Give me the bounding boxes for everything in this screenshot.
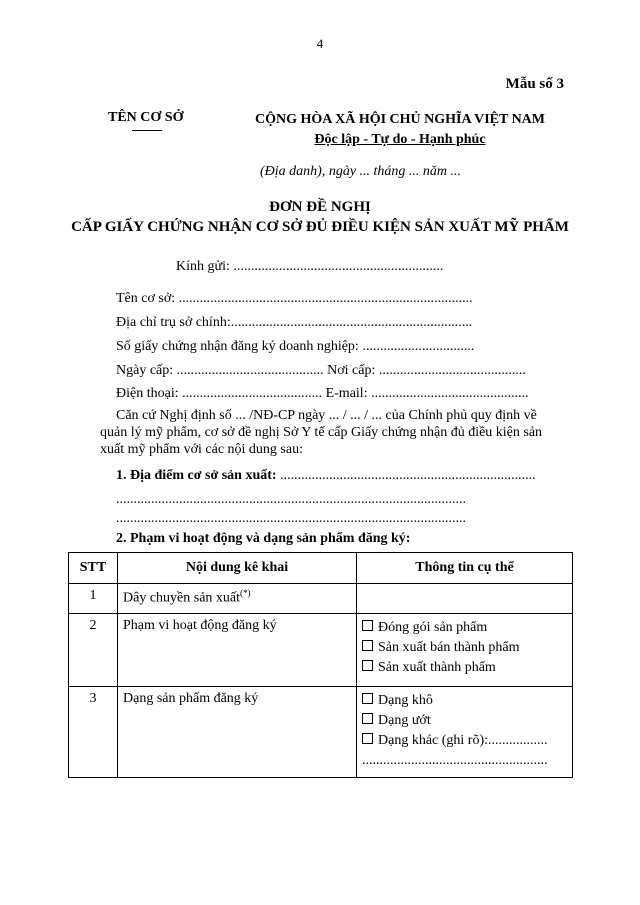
org-underline xyxy=(132,130,162,131)
row-content: Phạm vi hoạt động đăng ký xyxy=(118,614,357,687)
row-stt: 1 xyxy=(69,584,118,614)
place-date: (Địa danh), ngày ... tháng ... năm ... xyxy=(260,164,462,179)
option-label: Dạng khô xyxy=(378,693,433,708)
scope-table xyxy=(68,552,573,778)
field-so-giay: Số giấy chứng nhận đăng ký doanh nghiệp: ................................ xyxy=(116,339,475,354)
national-header xyxy=(220,110,580,150)
option-item[interactable] xyxy=(362,618,567,638)
footnote-marker: (*) xyxy=(240,588,251,598)
field-dien-thoai: Điện thoại: ........................................ E-mail: ............................................. xyxy=(116,386,529,401)
option-label: Dạng ướt xyxy=(378,713,431,728)
title-line-2: CẤP GIẤY CHỨNG NHẬN CƠ SỞ ĐỦ ĐIỀU KIỆN SẢN XUẤT MỸ PHẨM xyxy=(71,219,569,235)
checkbox-icon[interactable] xyxy=(362,620,373,631)
row-content xyxy=(118,584,357,614)
document-title xyxy=(40,197,600,237)
recipient-line: Kính gửi: ............................................................ xyxy=(176,259,444,274)
header-stt: STT xyxy=(69,553,118,584)
section-1-dots: ......................................................................... xyxy=(276,468,536,483)
title-line-1: ĐƠN ĐỀ NGHỊ xyxy=(269,199,371,215)
paragraph-line-1: Căn cứ Nghị định số ... /NĐ-CP ngày ... / ... / ... của Chính phủ quy định về xyxy=(116,408,537,423)
option-item[interactable] xyxy=(362,731,567,751)
header-info: Thông tin cụ thể xyxy=(357,553,573,584)
motto: Độc lập - Tự do - Hạnh phúc xyxy=(314,132,486,147)
option-item[interactable] xyxy=(362,691,567,711)
extra-dots: ..................................................... xyxy=(362,753,548,768)
row-info xyxy=(357,614,573,687)
table-row xyxy=(69,584,573,614)
checkbox-icon[interactable] xyxy=(362,640,373,651)
field-ten-co-so: Tên cơ sở: .................................................................................... xyxy=(116,291,473,306)
row-content: Dạng sản phẩm đăng ký xyxy=(118,687,357,778)
nation-name: CỘNG HÒA XÃ HỘI CHỦ NGHĨA VIỆT NAM xyxy=(254,112,545,127)
header-content: Nội dung kê khai xyxy=(118,553,357,584)
option-item[interactable] xyxy=(362,638,567,658)
table-header-row xyxy=(69,553,573,584)
row-content-text: Dây chuyền sản xuất xyxy=(123,590,241,606)
option-label: Đóng gói sản phẩm xyxy=(378,620,488,635)
section-1-heading: 1. Địa điểm cơ sở sản xuất: xyxy=(116,468,277,483)
section-1-dots-line-1: .................................................................................................... xyxy=(116,492,466,507)
option-item[interactable] xyxy=(362,658,567,678)
row-stt: 2 xyxy=(69,614,118,687)
org-name: TÊN CƠ SỞ xyxy=(108,110,184,125)
section-1-line xyxy=(116,468,536,484)
option-label: Sản xuất thành phẩm xyxy=(378,660,496,675)
checkbox-icon[interactable] xyxy=(362,713,373,724)
checkbox-icon[interactable] xyxy=(362,660,373,671)
table-row xyxy=(69,614,573,687)
intro-paragraph xyxy=(100,407,564,458)
option-item[interactable] xyxy=(362,711,567,731)
field-ngay-cap: Ngày cấp: .......................................... Nơi cấp: .......................................... xyxy=(116,363,526,378)
row-stt: 3 xyxy=(69,687,118,778)
checkbox-icon[interactable] xyxy=(362,693,373,704)
page-number: 4 xyxy=(316,36,324,51)
table-row xyxy=(69,687,573,778)
field-dia-chi: Địa chỉ trụ sở chính:..................................................................... xyxy=(116,315,473,330)
section-2-heading: 2. Phạm vi hoạt động và dạng sản phẩm đăng ký: xyxy=(116,531,411,546)
paragraph-line-2: quản lý mỹ phẩm, cơ sở đề nghị Sở Y tế cấp Giấy chứng nhận đủ điều kiện sản xyxy=(100,425,543,440)
form-number: Mẫu số 3 xyxy=(505,76,564,92)
row-info xyxy=(357,687,573,778)
section-1-dots-line-2: .................................................................................................... xyxy=(116,511,466,526)
row-info xyxy=(357,584,573,614)
paragraph-line-3: xuất mỹ phẩm với các nội dung sau: xyxy=(100,442,303,457)
option-label: Sản xuất bán thành phẩm xyxy=(378,640,520,655)
option-label: Dạng khác (ghi rõ):................. xyxy=(378,733,548,748)
checkbox-icon[interactable] xyxy=(362,733,373,744)
